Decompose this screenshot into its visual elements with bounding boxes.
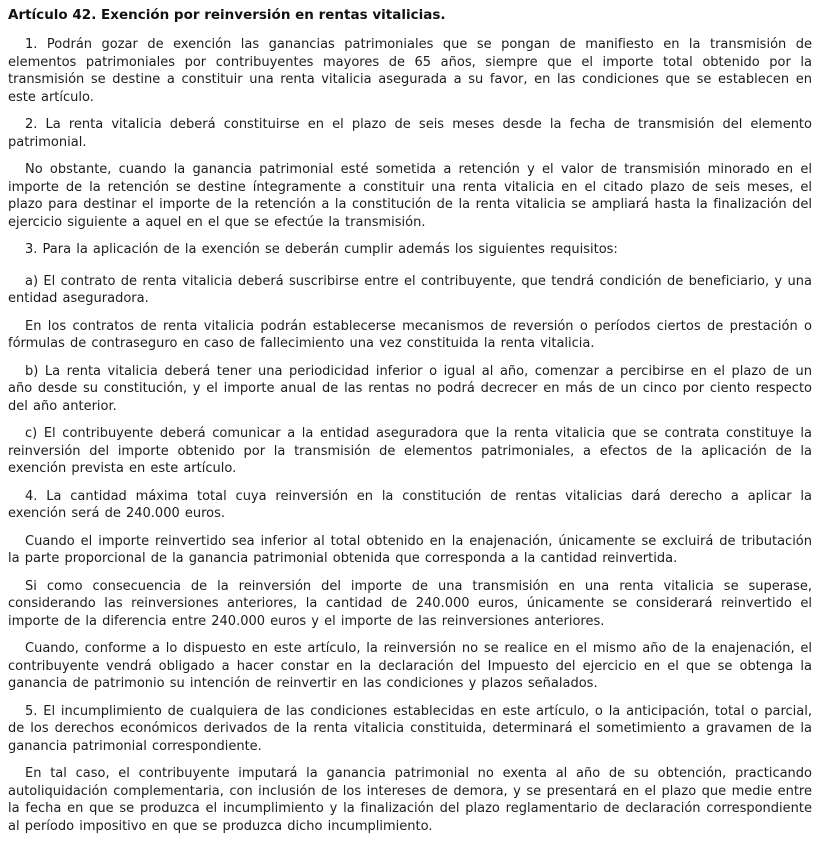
paragraph-3: 3. Para la aplicación de la exención se deberán cumplir además los siguientes requisitos: [25, 242, 618, 257]
paragraph-4-cont-1: Cuando el importe reinvertido sea inferior al total obtenido en la enajenación, únicamente se excluirá de tributación la parte proporcional de la ganancia patrimonial obtenida que corresponda a la cantidad reinvertida. [8, 533, 812, 566]
paragraph-2-cont: No obstante, cuando la ganancia patrimonial esté sometida a retención y el valor de transmisión minorado en el importe de la retención se destine íntegramente a constituir una renta vitalicia en el citado plazo de seis meses, el plazo para destinar el importe de la retención a la constitución de la renta vitalicia se ampliará hasta la finalización del ejercicio siguiente a aquel en el que se efectúe la transmisión. [8, 162, 812, 230]
paragraph-4: 4. La cantidad máxima total cuya reinversión en la constitución de rentas vitalicias dará derecho a aplicar la exención será de 240.000 euros. [8, 488, 812, 521]
paragraph-5: 5. El incumplimiento de cualquiera de las condiciones establecidas en este artículo, o la anticipación, total o parcial, de los derechos económicos derivados de la renta vitalicia constituida, determinará el sometimiento a gravamen de la ganancia patrimonial correspondiente. [8, 703, 812, 754]
paragraph-4-cont-2: Si como consecuencia de la reinversión del importe de una transmisión en una renta vitalicia se superase, considerando las reinversiones anteriores, la cantidad de 240.000 euros, únicamente se considerará reinvertido el importe de la diferencia entre 240.000 euros y el importe de las reinversiones anteriores. [8, 578, 812, 629]
paragraph-3b: b) La renta vitalicia deberá tener una periodicidad inferior o igual al año, comenzar a percibirse en el plazo de un año desde su constitución, y el importe anual de las rentas no podrá decrecer en más de un cinco por ciento respecto del año anterior. [8, 363, 812, 414]
paragraph-3c: c) El contribuyente deberá comunicar a la entidad aseguradora que la renta vitalicia que se contrata constituye la reinversión del importe obtenido por la transmisión de elementos patrimoniales, a efectos de la aplicación de la exención prevista en este artículo. [8, 426, 812, 476]
paragraph-5-cont: En tal caso, el contribuyente imputará la ganancia patrimonial no exenta al año de su obtención, practicando autoliquidación complementaria, con inclusión de los intereses de demora, y se presentará en el plazo que medie entre la fecha en que se produzca el incumplimiento y la finalización del plazo reglamentario de declaración correspondiente al período impositivo en que se produzca dicho incumplimiento. [8, 766, 812, 834]
article-title: Artículo 42. Exención por reinversión en rentas vitalicias. [8, 7, 446, 23]
paragraph-4-cont-3: Cuando, conforme a lo dispuesto en este artículo, la reinversión no se realice en el mismo año de la enajenación, el contribuyente vendrá obligado a hacer constar en la declaración del Impuesto del ejercicio en el que se obtenga la ganancia de patrimonio su intención de reinvertir en las condiciones y plazos señalados. [8, 641, 812, 691]
paragraph-3a-cont: En los contratos de renta vitalicia podrán establecerse mecanismos de reversión o períodos ciertos de prestación o fórmulas de contraseguro en caso de fallecimiento una vez constituida la renta vitalicia. [8, 318, 812, 351]
paragraph-1: 1. Podrán gozar de exención las ganancias patrimoniales que se pongan de manifiesto en la transmisión de elementos patrimoniales por contribuyentes mayores de 65 años, siempre que el importe total obtenido por la transmisión se destine a constituir una renta vitalicia asegurada a su favor, en las condiciones que se establecen en este artículo. [8, 37, 812, 105]
paragraph-3a: a) El contrato de renta vitalicia deberá suscribirse entre el contribuyente, que tendrá condición de beneficiario, y una entidad aseguradora. [8, 273, 812, 306]
paragraph-2: 2. La renta vitalicia deberá constituirse en el plazo de seis meses desde la fecha de transmisión del elemento patrimonial. [8, 117, 812, 150]
